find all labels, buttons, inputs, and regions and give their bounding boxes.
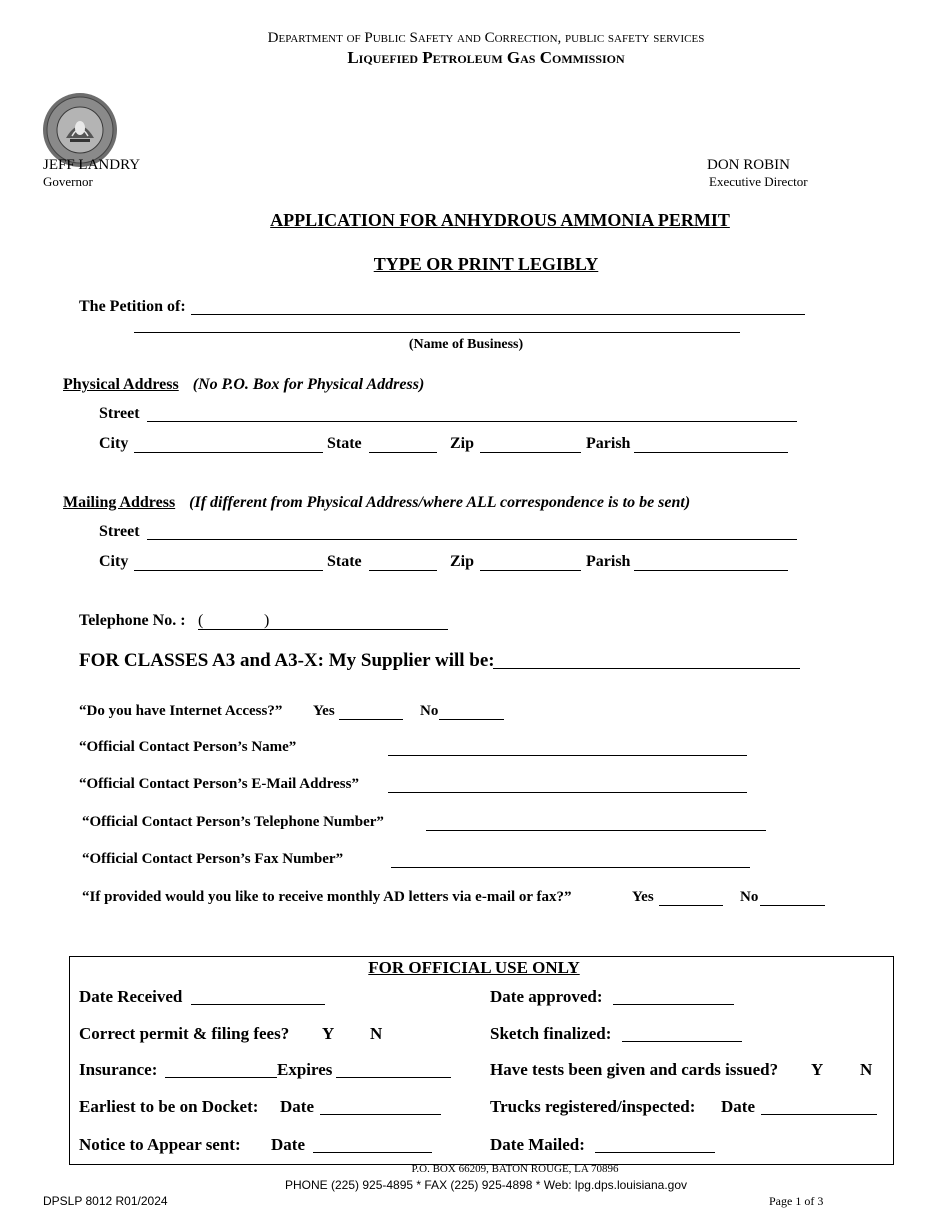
supplier-label: FOR CLASSES A3 and A3-X: My Supplier will be: — [79, 650, 495, 671]
date-received-label: Date Received — [79, 987, 183, 1006]
physical-city-label: City — [99, 435, 129, 452]
sketch-label: Sketch finalized: — [490, 1024, 612, 1043]
telephone-field[interactable] — [270, 629, 448, 630]
internet-no-field[interactable] — [439, 719, 504, 720]
mailing-address-heading: Mailing Address — [63, 494, 176, 511]
area-code-close-paren: ) — [264, 612, 270, 629]
form-id: DPSLP 8012 R01/2024 — [43, 1194, 168, 1208]
mailing-state-label: State — [327, 553, 362, 570]
form-subtitle: TYPE OR PRINT LEGIBLY — [373, 254, 599, 274]
petition-label: The Petition of: — [79, 298, 186, 315]
commission-name: Liquefied Petroleum Gas Commission — [347, 48, 625, 67]
fees-n-option[interactable]: N — [370, 1024, 383, 1043]
physical-city-field[interactable] — [134, 452, 323, 453]
docket-date-field[interactable] — [320, 1114, 441, 1115]
contact-fax-label: “Official Contact Person’s Fax Number” — [82, 851, 344, 867]
petition-field-line-2[interactable] — [134, 332, 740, 333]
governor-name: JEFF LANDRY — [43, 157, 141, 173]
mailing-address-heading-row — [63, 494, 690, 512]
footer-address: P.O. BOX 66209, BATON ROUGE, LA 70896 — [411, 1163, 619, 1175]
mailing-zip-field[interactable] — [480, 570, 581, 571]
ad-letters-no-label: No — [740, 889, 759, 905]
tests-n-option[interactable]: N — [860, 1060, 873, 1079]
form-title: APPLICATION FOR ANHYDROUS AMMONIA PERMIT — [270, 210, 730, 230]
physical-parish-label: Parish — [586, 435, 631, 452]
mailing-zip-label: Zip — [450, 553, 475, 570]
mailing-address-note: (If different from Physical Address/where ALL correspondence is to be sent) — [189, 494, 691, 511]
footer-contact: PHONE (225) 925-4895 * FAX (225) 925-4898 * Web: lpg.dps.louisiana.gov — [284, 1178, 688, 1192]
area-code-open-paren: ( — [198, 612, 204, 629]
mailing-street-label: Street — [99, 523, 140, 540]
ad-letters-yes-field[interactable] — [659, 905, 723, 906]
date-received-field[interactable] — [191, 1004, 325, 1005]
docket-label: Earliest to be on Docket: — [79, 1097, 259, 1116]
contact-email-field[interactable] — [388, 792, 747, 793]
date-approved-label: Date approved: — [490, 987, 603, 1006]
area-code-field[interactable] — [198, 629, 270, 630]
trucks-label: Trucks registered/inspected: — [490, 1097, 696, 1116]
physical-address-heading-row — [63, 376, 424, 394]
notice-date-label: Date — [271, 1135, 305, 1154]
physical-zip-label: Zip — [450, 435, 475, 452]
mailing-parish-label: Parish — [586, 553, 631, 570]
ad-letters-question: “If provided would you like to receive monthly AD letters via e-mail or fax?” — [82, 889, 572, 905]
date-mailed-field[interactable] — [595, 1152, 715, 1153]
fees-label: Correct permit & filing fees? — [79, 1024, 290, 1043]
tests-y-option[interactable]: Y — [811, 1060, 824, 1079]
contact-phone-field[interactable] — [426, 830, 766, 831]
expires-label: Expires — [277, 1060, 333, 1079]
physical-state-field[interactable] — [369, 452, 437, 453]
page-number: Page 1 of 3 — [769, 1194, 824, 1208]
department-name: Department of Public Safety and Correction, public safety services — [267, 30, 705, 46]
business-name-caption: (Name of Business) — [408, 337, 524, 352]
notice-date-field[interactable] — [313, 1152, 432, 1153]
docket-date-label: Date — [280, 1097, 314, 1116]
internet-yes-field[interactable] — [339, 719, 403, 720]
mailing-parish-field[interactable] — [634, 570, 788, 571]
physical-parish-field[interactable] — [634, 452, 788, 453]
date-approved-field[interactable] — [613, 1004, 734, 1005]
insurance-field[interactable] — [165, 1077, 277, 1078]
tests-label: Have tests been given and cards issued? — [490, 1060, 779, 1079]
physical-zip-field[interactable] — [480, 452, 581, 453]
fees-y-option[interactable]: Y — [322, 1024, 335, 1043]
internet-question: “Do you have Internet Access?” — [79, 703, 283, 719]
petition-field-line-1[interactable] — [191, 314, 805, 315]
director-name: DON ROBIN — [707, 157, 790, 173]
internet-yes-label: Yes — [313, 703, 335, 719]
contact-fax-field[interactable] — [391, 867, 750, 868]
ad-letters-yes-label: Yes — [632, 889, 654, 905]
physical-street-label: Street — [99, 405, 140, 422]
trucks-date-field[interactable] — [761, 1114, 877, 1115]
contact-name-label: “Official Contact Person’s Name” — [79, 739, 297, 755]
supplier-field[interactable] — [493, 668, 800, 669]
mailing-city-label: City — [99, 553, 129, 570]
internet-no-label: No — [420, 703, 439, 719]
contact-phone-label: “Official Contact Person’s Telephone Number” — [82, 814, 384, 830]
mailing-state-field[interactable] — [369, 570, 437, 571]
physical-state-label: State — [327, 435, 362, 452]
physical-street-field[interactable] — [147, 421, 797, 422]
mailing-city-field[interactable] — [134, 570, 323, 571]
official-use-heading: FOR OFFICIAL USE ONLY — [368, 958, 580, 977]
insurance-label: Insurance: — [79, 1060, 158, 1079]
telephone-label: Telephone No. : — [79, 612, 186, 629]
date-mailed-label: Date Mailed: — [490, 1135, 585, 1154]
ad-letters-no-field[interactable] — [760, 905, 825, 906]
sketch-field[interactable] — [622, 1041, 742, 1042]
mailing-street-field[interactable] — [147, 539, 797, 540]
director-title: Executive Director — [709, 174, 808, 189]
contact-name-field[interactable] — [388, 755, 747, 756]
physical-address-heading: Physical Address — [63, 376, 179, 393]
notice-label: Notice to Appear sent: — [79, 1135, 241, 1154]
physical-address-note: (No P.O. Box for Physical Address) — [192, 376, 425, 393]
expires-field[interactable] — [336, 1077, 451, 1078]
contact-email-label: “Official Contact Person’s E-Mail Address” — [79, 776, 359, 792]
trucks-date-label: Date — [721, 1097, 755, 1116]
governor-title: Governor — [43, 174, 93, 189]
